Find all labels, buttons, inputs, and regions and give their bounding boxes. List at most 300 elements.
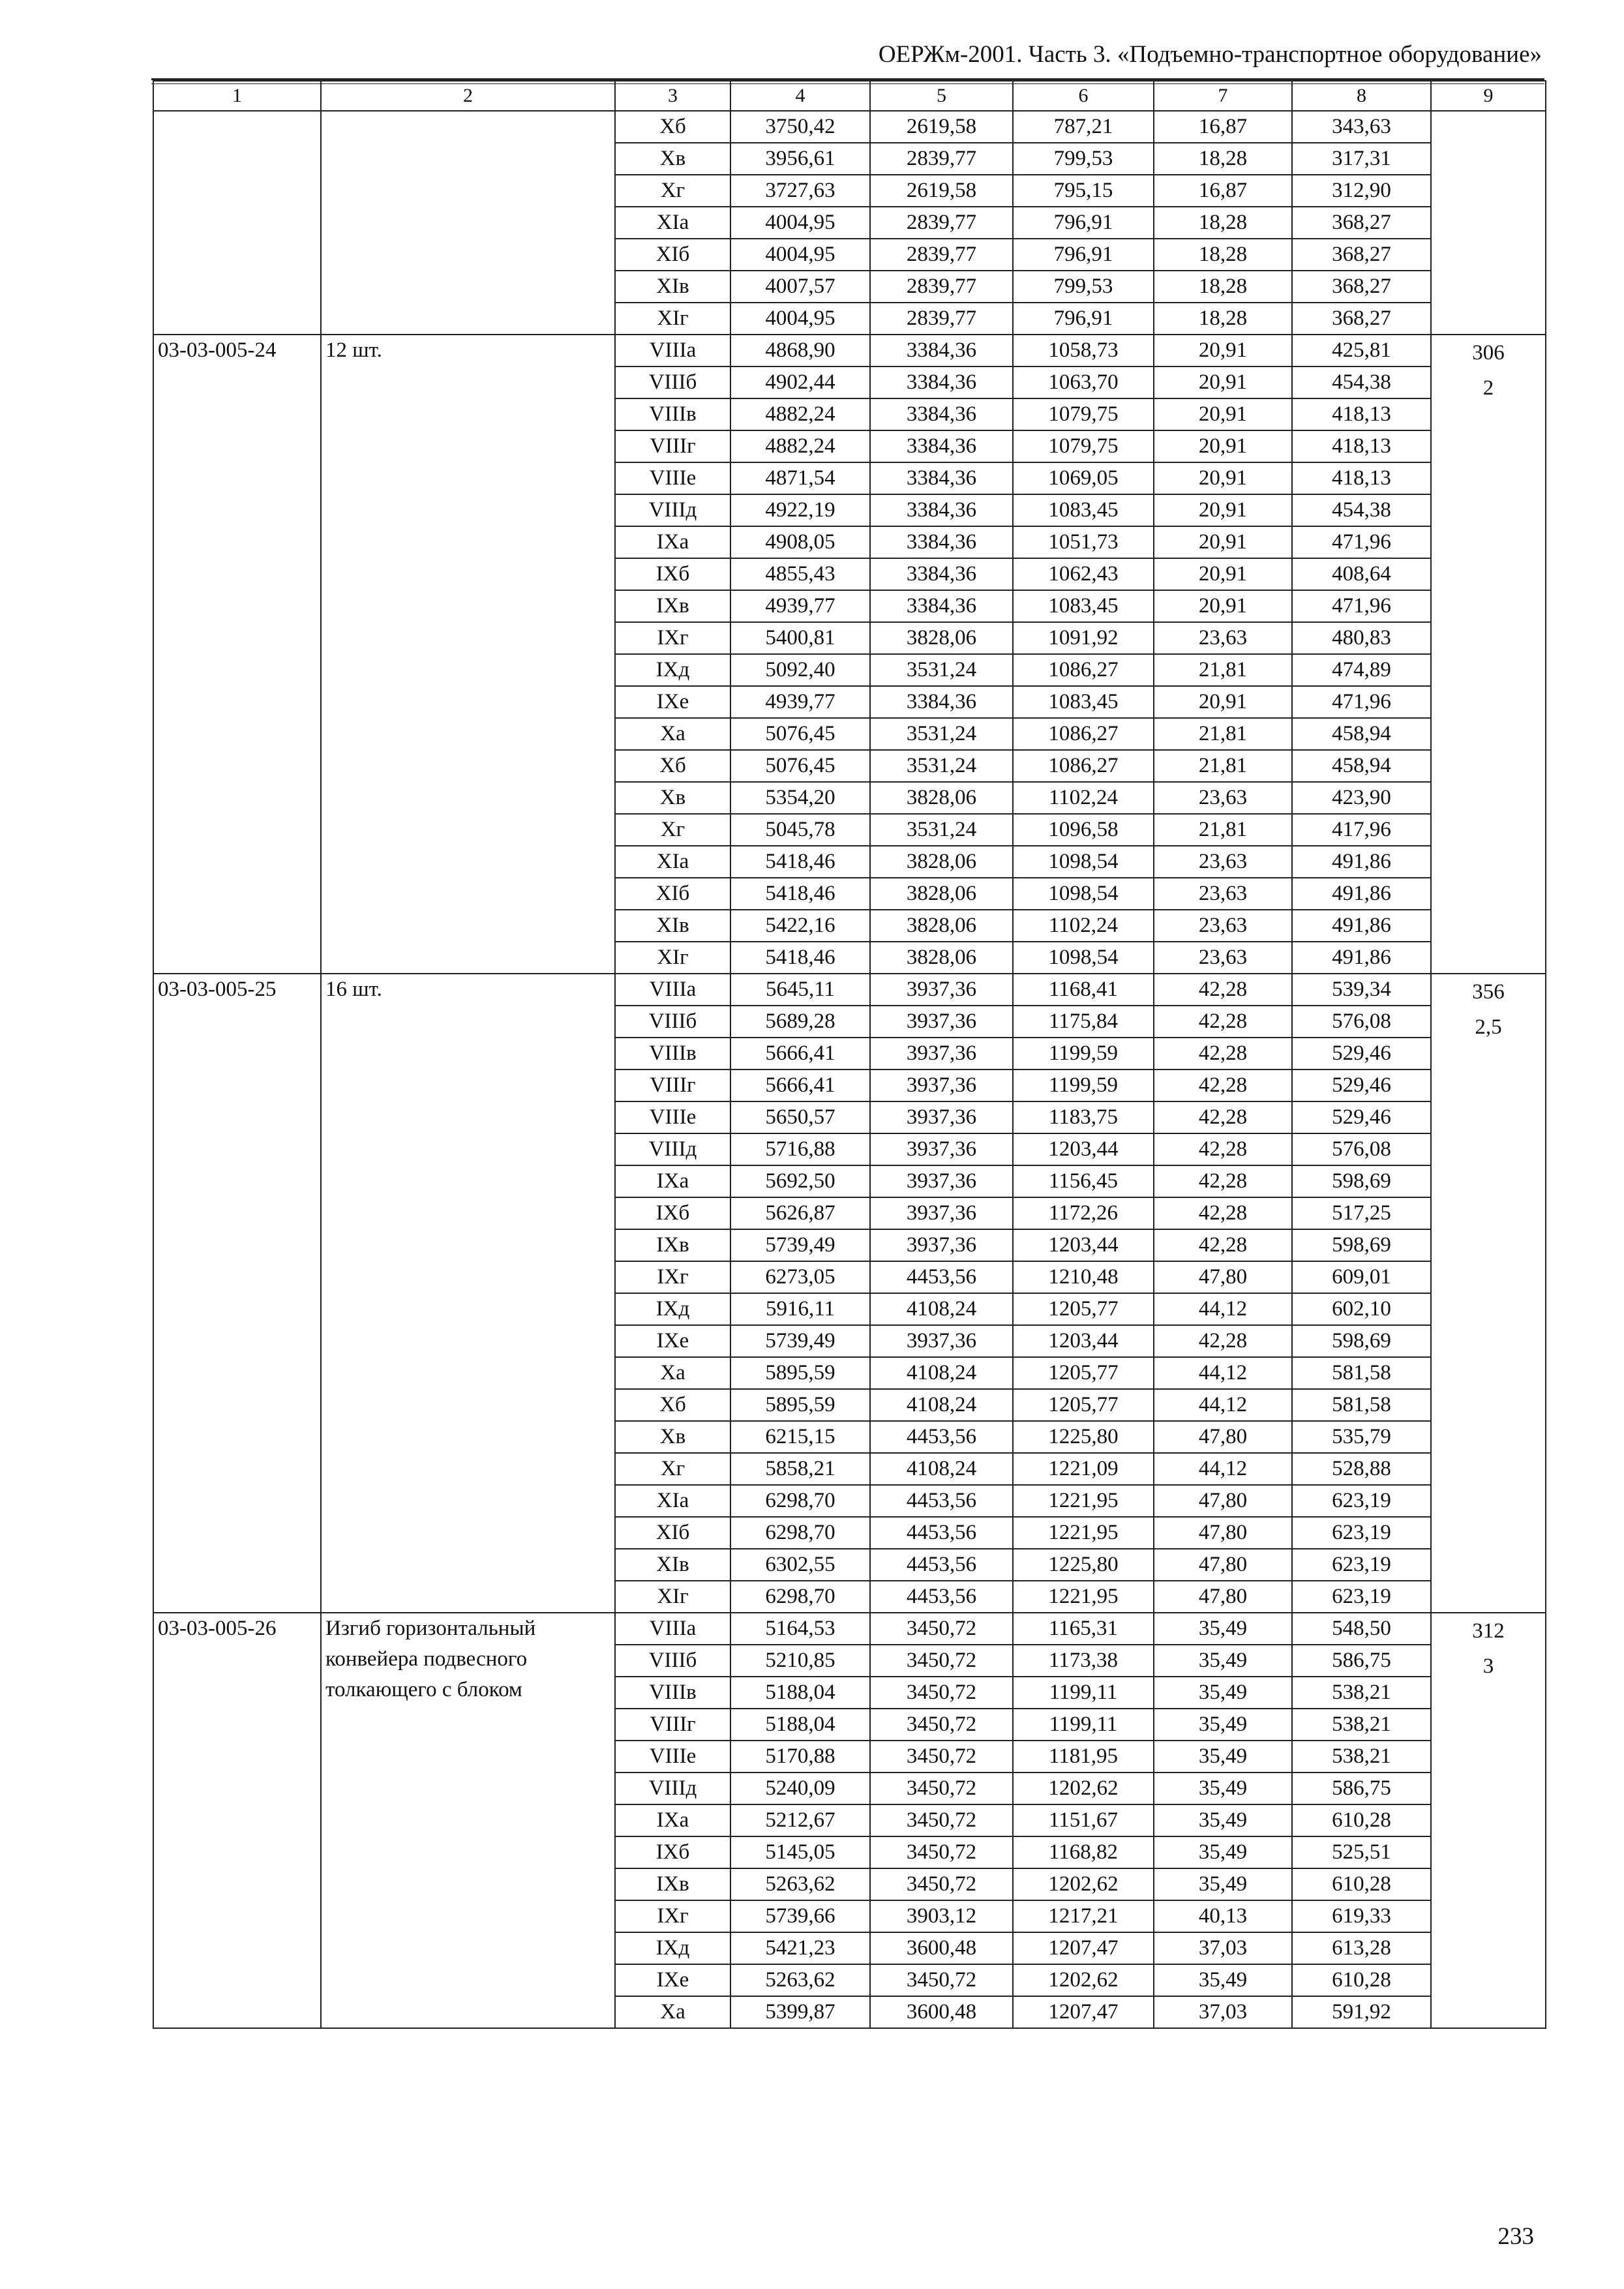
table-row [153, 111, 1546, 143]
value-cell: 44,12 [1154, 1453, 1292, 1485]
value-cell: 4004,95 [730, 239, 870, 271]
value-cell: 1173,38 [1013, 1645, 1154, 1677]
region-cell: IXе [615, 1964, 730, 1996]
value-cell: 408,64 [1292, 558, 1431, 590]
value-cell: 474,89 [1292, 654, 1431, 686]
region-cell: XIв [615, 910, 730, 942]
value-cell: 5692,50 [730, 1165, 870, 1197]
region-cell: VIIIе [615, 462, 730, 494]
region-cell: IXб [615, 1836, 730, 1868]
value-cell: 5666,41 [730, 1038, 870, 1070]
work-name-line: конвейера подвесного [325, 1647, 528, 1671]
value-cell: 1175,84 [1013, 1006, 1154, 1038]
region-cell: IXб [615, 558, 730, 590]
value-cell: 4108,24 [870, 1357, 1013, 1389]
value-cell: 368,27 [1292, 207, 1431, 239]
region-cell: XIг [615, 303, 730, 335]
work-name [321, 974, 615, 1613]
value-cell: 602,10 [1292, 1293, 1431, 1325]
region-cell: XIв [615, 271, 730, 303]
value-cell: 535,79 [1292, 1421, 1431, 1453]
value-cell: 471,96 [1292, 686, 1431, 718]
column-header: 7 [1154, 81, 1292, 111]
value-cell: 1207,47 [1013, 1932, 1154, 1964]
value-cell: 623,19 [1292, 1485, 1431, 1517]
region-cell: VIIIе [615, 1741, 730, 1773]
value-cell: 538,21 [1292, 1709, 1431, 1741]
value-cell: 5076,45 [730, 718, 870, 750]
value-cell: 1098,54 [1013, 846, 1154, 878]
region-cell: IXе [615, 1325, 730, 1357]
value-cell: 1202,62 [1013, 1773, 1154, 1804]
value-cell: 799,53 [1013, 271, 1154, 303]
work-name [321, 111, 615, 335]
value-cell: 1181,95 [1013, 1741, 1154, 1773]
value-cell: 1207,47 [1013, 1996, 1154, 2028]
value-cell: 1168,41 [1013, 974, 1154, 1006]
value-cell: 16,87 [1154, 175, 1292, 207]
value-cell: 37,03 [1154, 1932, 1292, 1964]
value-cell: 1102,24 [1013, 782, 1154, 814]
region-cell: IXг [615, 622, 730, 654]
value-cell: 5145,05 [730, 1836, 870, 1868]
value-cell: 1079,75 [1013, 430, 1154, 462]
value-cell: 3937,36 [870, 1101, 1013, 1133]
value-cell: 3600,48 [870, 1932, 1013, 1964]
value-cell: 1199,11 [1013, 1709, 1154, 1741]
rate-code [153, 111, 321, 335]
value-cell: 517,25 [1292, 1197, 1431, 1229]
value-cell: 538,21 [1292, 1741, 1431, 1773]
value-cell: 18,28 [1154, 207, 1292, 239]
region-cell: XIб [615, 1517, 730, 1549]
region-cell: IXе [615, 686, 730, 718]
value-cell: 3828,06 [870, 846, 1013, 878]
value-cell: 5092,40 [730, 654, 870, 686]
value-cell: 42,28 [1154, 1133, 1292, 1165]
region-cell: Хв [615, 782, 730, 814]
value-cell: 610,28 [1292, 1964, 1431, 1996]
value-cell: 47,80 [1154, 1261, 1292, 1293]
region-cell: XIб [615, 878, 730, 910]
value-cell: 3956,61 [730, 143, 870, 175]
value-cell: 3531,24 [870, 814, 1013, 846]
value-cell: 3450,72 [870, 1773, 1013, 1804]
region-cell: VIIIб [615, 1645, 730, 1677]
value-cell: 6298,70 [730, 1517, 870, 1549]
value-cell: 3828,06 [870, 942, 1013, 974]
value-cell: 1156,45 [1013, 1165, 1154, 1197]
value-cell: 3937,36 [870, 1006, 1013, 1038]
value-cell: 1086,27 [1013, 654, 1154, 686]
region-cell: VIIIе [615, 1101, 730, 1133]
value-cell: 454,38 [1292, 367, 1431, 398]
column-header: 5 [870, 81, 1013, 111]
value-cell: 1202,62 [1013, 1868, 1154, 1900]
work-name [321, 335, 615, 974]
value-cell: 3531,24 [870, 718, 1013, 750]
value-cell: 1221,95 [1013, 1517, 1154, 1549]
value-cell: 5170,88 [730, 1741, 870, 1773]
value-cell: 4908,05 [730, 526, 870, 558]
value-cell: 1221,95 [1013, 1581, 1154, 1613]
value-cell: 5895,59 [730, 1357, 870, 1389]
value-cell: 4453,56 [870, 1549, 1013, 1581]
value-cell: 5263,62 [730, 1964, 870, 1996]
region-cell: VIIIг [615, 430, 730, 462]
region-cell: VIIIд [615, 1133, 730, 1165]
value-cell: 4453,56 [870, 1261, 1013, 1293]
value-cell: 613,28 [1292, 1932, 1431, 1964]
value-cell: 5895,59 [730, 1389, 870, 1421]
region-cell: IXб [615, 1197, 730, 1229]
value-cell: 458,94 [1292, 750, 1431, 782]
value-cell: 5739,66 [730, 1900, 870, 1932]
value-cell: 423,90 [1292, 782, 1431, 814]
value-cell: 5418,46 [730, 942, 870, 974]
region-cell: IXа [615, 1804, 730, 1836]
value-cell: 2619,58 [870, 111, 1013, 143]
value-cell: 20,91 [1154, 398, 1292, 430]
value-cell: 3937,36 [870, 1070, 1013, 1101]
value-cell: 6215,15 [730, 1421, 870, 1453]
region-cell: IXд [615, 654, 730, 686]
region-cell: IXа [615, 526, 730, 558]
value-cell: 591,92 [1292, 1996, 1431, 2028]
value-cell: 5263,62 [730, 1868, 870, 1900]
resource-value: 312 [1472, 1619, 1505, 1643]
value-cell: 1058,73 [1013, 335, 1154, 367]
value-cell: 1098,54 [1013, 942, 1154, 974]
value-cell: 598,69 [1292, 1325, 1431, 1357]
value-cell: 454,38 [1292, 494, 1431, 526]
value-cell: 1069,05 [1013, 462, 1154, 494]
value-cell: 425,81 [1292, 335, 1431, 367]
value-cell: 42,28 [1154, 1197, 1292, 1229]
table-row [153, 335, 1546, 367]
region-cell: IXв [615, 1229, 730, 1261]
value-cell: 787,21 [1013, 111, 1154, 143]
column-header: 2 [321, 81, 615, 111]
value-cell: 35,49 [1154, 1741, 1292, 1773]
value-cell: 2839,77 [870, 303, 1013, 335]
resource-value: 2,5 [1475, 1015, 1502, 1039]
region-cell: XIг [615, 942, 730, 974]
value-cell: 16,87 [1154, 111, 1292, 143]
value-cell: 42,28 [1154, 1038, 1292, 1070]
value-cell: 3750,42 [730, 111, 870, 143]
value-cell: 480,83 [1292, 622, 1431, 654]
value-cell: 3937,36 [870, 1325, 1013, 1357]
value-cell: 3828,06 [870, 910, 1013, 942]
value-cell: 4007,57 [730, 271, 870, 303]
value-cell: 35,49 [1154, 1613, 1292, 1645]
value-cell: 3384,36 [870, 686, 1013, 718]
value-cell: 42,28 [1154, 1229, 1292, 1261]
region-cell: Ха [615, 718, 730, 750]
value-cell: 35,49 [1154, 1836, 1292, 1868]
value-cell: 37,03 [1154, 1996, 1292, 2028]
region-cell: IXг [615, 1261, 730, 1293]
value-cell: 20,91 [1154, 494, 1292, 526]
value-cell: 3937,36 [870, 1165, 1013, 1197]
value-cell: 1199,59 [1013, 1038, 1154, 1070]
region-cell: Хб [615, 750, 730, 782]
value-cell: 4004,95 [730, 303, 870, 335]
value-cell: 47,80 [1154, 1517, 1292, 1549]
region-cell: Хг [615, 175, 730, 207]
value-cell: 3450,72 [870, 1804, 1013, 1836]
value-cell: 528,88 [1292, 1453, 1431, 1485]
page-header [151, 37, 1544, 80]
value-cell: 18,28 [1154, 303, 1292, 335]
value-cell: 2619,58 [870, 175, 1013, 207]
value-cell: 1183,75 [1013, 1101, 1154, 1133]
work-name-line: 12 шт. [325, 338, 382, 362]
region-cell: IXд [615, 1293, 730, 1325]
value-cell: 623,19 [1292, 1549, 1431, 1581]
table-row [153, 1613, 1546, 1645]
value-cell: 5212,67 [730, 1804, 870, 1836]
table-body [153, 111, 1546, 2028]
column-header: 6 [1013, 81, 1154, 111]
page-header-title: ОЕРЖм-2001. Часть 3. «Подъемно-транспортное оборудование» [878, 41, 1542, 68]
value-cell: 1063,70 [1013, 367, 1154, 398]
value-cell: 598,69 [1292, 1165, 1431, 1197]
rate-code: 03-03-005-24 [153, 335, 321, 974]
value-cell: 5418,46 [730, 878, 870, 910]
value-cell: 1083,45 [1013, 590, 1154, 622]
value-cell: 4882,24 [730, 398, 870, 430]
value-cell: 1079,75 [1013, 398, 1154, 430]
value-cell: 538,21 [1292, 1677, 1431, 1709]
value-cell: 2839,77 [870, 271, 1013, 303]
value-cell: 4453,56 [870, 1421, 1013, 1453]
resource-cell [1431, 974, 1546, 1613]
value-cell: 21,81 [1154, 750, 1292, 782]
work-name [321, 1613, 615, 2028]
value-cell: 42,28 [1154, 1070, 1292, 1101]
value-cell: 1102,24 [1013, 910, 1154, 942]
value-cell: 1083,45 [1013, 686, 1154, 718]
value-cell: 4939,77 [730, 686, 870, 718]
value-cell: 3384,36 [870, 335, 1013, 367]
value-cell: 3384,36 [870, 367, 1013, 398]
value-cell: 4922,19 [730, 494, 870, 526]
value-cell: 5645,11 [730, 974, 870, 1006]
region-cell: VIIIг [615, 1709, 730, 1741]
rate-code: 03-03-005-26 [153, 1613, 321, 2028]
value-cell: 1098,54 [1013, 878, 1154, 910]
value-cell: 4004,95 [730, 207, 870, 239]
value-cell: 40,13 [1154, 1900, 1292, 1932]
rate-code: 03-03-005-25 [153, 974, 321, 1613]
value-cell: 20,91 [1154, 430, 1292, 462]
value-cell: 4108,24 [870, 1453, 1013, 1485]
value-cell: 35,49 [1154, 1709, 1292, 1741]
column-header: 9 [1431, 81, 1546, 111]
resource-cell [1431, 1613, 1546, 2028]
value-cell: 23,63 [1154, 846, 1292, 878]
value-cell: 23,63 [1154, 622, 1292, 654]
value-cell: 529,46 [1292, 1101, 1431, 1133]
column-header: 4 [730, 81, 870, 111]
value-cell: 418,13 [1292, 462, 1431, 494]
value-cell: 343,63 [1292, 111, 1431, 143]
value-cell: 4871,54 [730, 462, 870, 494]
value-cell: 1086,27 [1013, 750, 1154, 782]
value-cell: 20,91 [1154, 590, 1292, 622]
value-cell: 18,28 [1154, 143, 1292, 175]
value-cell: 5045,78 [730, 814, 870, 846]
value-cell: 4868,90 [730, 335, 870, 367]
value-cell: 2839,77 [870, 143, 1013, 175]
value-cell: 1205,77 [1013, 1293, 1154, 1325]
value-cell: 20,91 [1154, 526, 1292, 558]
value-cell: 42,28 [1154, 974, 1292, 1006]
value-cell: 2839,77 [870, 207, 1013, 239]
region-cell: VIIIв [615, 1677, 730, 1709]
region-cell: VIIIд [615, 494, 730, 526]
value-cell: 35,49 [1154, 1964, 1292, 1996]
work-name-line: толкающего с блоком [325, 1678, 522, 1701]
value-cell: 3384,36 [870, 526, 1013, 558]
value-cell: 471,96 [1292, 526, 1431, 558]
value-cell: 3937,36 [870, 1038, 1013, 1070]
region-cell: IXв [615, 1868, 730, 1900]
value-cell: 4108,24 [870, 1389, 1013, 1421]
value-cell: 581,58 [1292, 1389, 1431, 1421]
region-cell: Хб [615, 1389, 730, 1421]
value-cell: 3600,48 [870, 1996, 1013, 2028]
value-cell: 3384,36 [870, 398, 1013, 430]
value-cell: 18,28 [1154, 239, 1292, 271]
region-cell: Хб [615, 111, 730, 143]
value-cell: 1083,45 [1013, 494, 1154, 526]
value-cell: 4902,44 [730, 367, 870, 398]
value-cell: 5422,16 [730, 910, 870, 942]
value-cell: 5421,23 [730, 1932, 870, 1964]
rates-table [153, 80, 1546, 2029]
value-cell: 619,33 [1292, 1900, 1431, 1932]
value-cell: 1225,80 [1013, 1549, 1154, 1581]
value-cell: 5076,45 [730, 750, 870, 782]
value-cell: 525,51 [1292, 1836, 1431, 1868]
value-cell: 3450,72 [870, 1645, 1013, 1677]
value-cell: 1199,59 [1013, 1070, 1154, 1101]
region-cell: VIIIв [615, 1038, 730, 1070]
region-cell: VIIIд [615, 1773, 730, 1804]
value-cell: 799,53 [1013, 143, 1154, 175]
value-cell: 576,08 [1292, 1133, 1431, 1165]
value-cell: 4453,56 [870, 1517, 1013, 1549]
value-cell: 1205,77 [1013, 1389, 1154, 1421]
value-cell: 35,49 [1154, 1804, 1292, 1836]
value-cell: 471,96 [1292, 590, 1431, 622]
value-cell: 5666,41 [730, 1070, 870, 1101]
value-cell: 42,28 [1154, 1006, 1292, 1038]
value-cell: 35,49 [1154, 1677, 1292, 1709]
value-cell: 491,86 [1292, 878, 1431, 910]
value-cell: 44,12 [1154, 1389, 1292, 1421]
value-cell: 2839,77 [870, 239, 1013, 271]
value-cell: 21,81 [1154, 654, 1292, 686]
value-cell: 610,28 [1292, 1804, 1431, 1836]
value-cell: 1086,27 [1013, 718, 1154, 750]
value-cell: 21,81 [1154, 814, 1292, 846]
value-cell: 796,91 [1013, 239, 1154, 271]
value-cell: 581,58 [1292, 1357, 1431, 1389]
region-cell: VIIIг [615, 1070, 730, 1101]
value-cell: 5418,46 [730, 846, 870, 878]
value-cell: 5739,49 [730, 1325, 870, 1357]
value-cell: 47,80 [1154, 1421, 1292, 1453]
region-cell: IXг [615, 1900, 730, 1932]
value-cell: 1168,82 [1013, 1836, 1154, 1868]
region-cell: Хв [615, 1421, 730, 1453]
value-cell: 3384,36 [870, 590, 1013, 622]
value-cell: 623,19 [1292, 1581, 1431, 1613]
value-cell: 796,91 [1013, 303, 1154, 335]
value-cell: 3937,36 [870, 1133, 1013, 1165]
region-cell: Хг [615, 1453, 730, 1485]
value-cell: 368,27 [1292, 239, 1431, 271]
value-cell: 1051,73 [1013, 526, 1154, 558]
value-cell: 5716,88 [730, 1133, 870, 1165]
value-cell: 5188,04 [730, 1677, 870, 1709]
value-cell: 795,15 [1013, 175, 1154, 207]
value-cell: 5210,85 [730, 1645, 870, 1677]
region-cell: XIв [615, 1549, 730, 1581]
value-cell: 1091,92 [1013, 622, 1154, 654]
value-cell: 42,28 [1154, 1101, 1292, 1133]
value-cell: 3450,72 [870, 1709, 1013, 1741]
value-cell: 1221,09 [1013, 1453, 1154, 1485]
region-cell: VIIIб [615, 1006, 730, 1038]
value-cell: 3531,24 [870, 654, 1013, 686]
column-header: 3 [615, 81, 730, 111]
value-cell: 418,13 [1292, 398, 1431, 430]
value-cell: 3828,06 [870, 622, 1013, 654]
value-cell: 548,50 [1292, 1613, 1431, 1645]
region-cell: XIа [615, 846, 730, 878]
value-cell: 1210,48 [1013, 1261, 1154, 1293]
value-cell: 47,80 [1154, 1581, 1292, 1613]
value-cell: 6273,05 [730, 1261, 870, 1293]
resource-value: 2 [1482, 376, 1494, 400]
value-cell: 3937,36 [870, 1197, 1013, 1229]
value-cell: 6298,70 [730, 1485, 870, 1517]
value-cell: 491,86 [1292, 846, 1431, 878]
value-cell: 3828,06 [870, 878, 1013, 910]
value-cell: 4939,77 [730, 590, 870, 622]
work-name-line: Изгиб горизонтальный [325, 1617, 536, 1640]
value-cell: 5399,87 [730, 1996, 870, 2028]
value-cell: 458,94 [1292, 718, 1431, 750]
value-cell: 5400,81 [730, 622, 870, 654]
value-cell: 1221,95 [1013, 1485, 1154, 1517]
value-cell: 6298,70 [730, 1581, 870, 1613]
value-cell: 491,86 [1292, 910, 1431, 942]
value-cell: 35,49 [1154, 1868, 1292, 1900]
value-cell: 796,91 [1013, 207, 1154, 239]
value-cell: 598,69 [1292, 1229, 1431, 1261]
value-cell: 609,01 [1292, 1261, 1431, 1293]
value-cell: 4882,24 [730, 430, 870, 462]
value-cell: 20,91 [1154, 335, 1292, 367]
value-cell: 5354,20 [730, 782, 870, 814]
value-cell: 586,75 [1292, 1645, 1431, 1677]
